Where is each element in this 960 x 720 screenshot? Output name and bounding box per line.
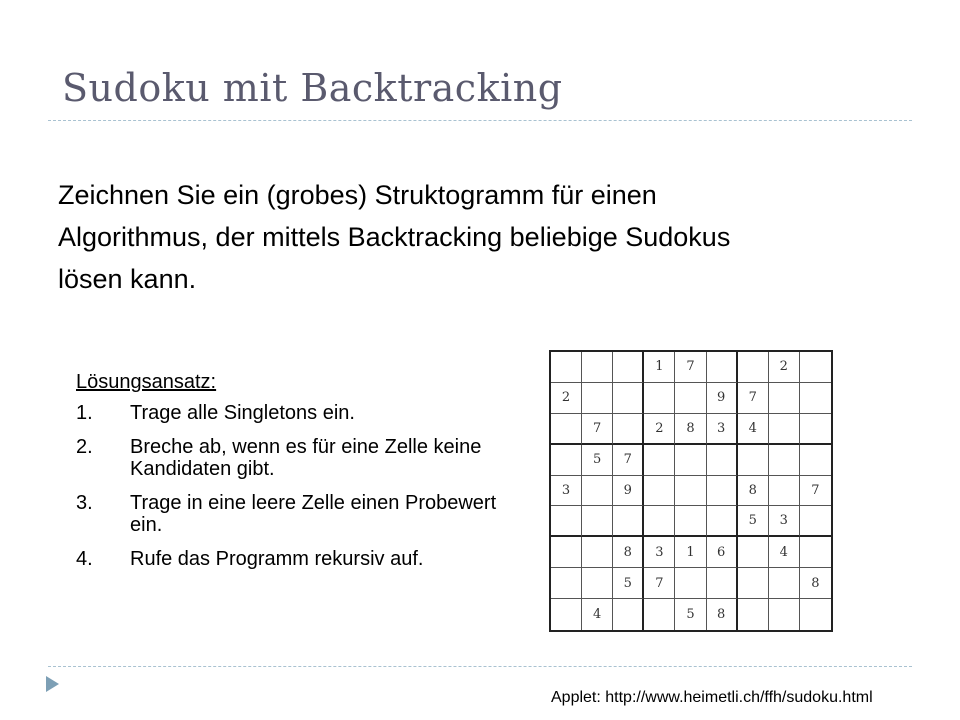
sudoku-cell: 7	[644, 568, 675, 599]
task-line: Zeichnen Sie ein (grobes) Struktogramm für einen	[58, 180, 657, 210]
sudoku-cell: 4	[738, 414, 769, 445]
sudoku-cell	[613, 383, 644, 414]
sudoku-cell: 5	[613, 568, 644, 599]
step-text: Trage alle Singletons ein.	[130, 402, 355, 424]
approach-steps	[76, 402, 506, 570]
step-number: 2.	[76, 436, 93, 458]
approach-step	[76, 436, 506, 480]
sudoku-cell	[707, 352, 738, 383]
step-text: Trage in eine leere Zelle einen Probewert ein.	[130, 492, 497, 536]
sudoku-cell	[738, 537, 769, 568]
sudoku-cell	[800, 445, 831, 476]
sudoku-cell	[644, 476, 675, 507]
sudoku-cell	[800, 506, 831, 537]
sudoku-cell	[800, 414, 831, 445]
sudoku-cell	[582, 383, 613, 414]
sudoku-cell	[769, 445, 800, 476]
sudoku-cell	[675, 445, 706, 476]
applet-link-text: Applet: http://www.heimetli.ch/ffh/sudoku.html	[551, 689, 873, 706]
sudoku-cell	[707, 506, 738, 537]
task-line: Algorithmus, der mittels Backtracking beliebige Sudokus	[58, 222, 731, 252]
sudoku-cell	[675, 506, 706, 537]
sudoku-cell	[551, 414, 582, 445]
sudoku-cell	[800, 383, 831, 414]
sudoku-cell: 4	[769, 537, 800, 568]
step-number: 3.	[76, 492, 93, 514]
sudoku-cell: 5	[675, 599, 706, 630]
sudoku-cell	[582, 476, 613, 507]
sudoku-cell	[675, 476, 706, 507]
step-number: 1.	[76, 402, 93, 424]
sudoku-cell	[551, 352, 582, 383]
approach-section	[76, 366, 506, 582]
sudoku-cell: 7	[675, 352, 706, 383]
sudoku-cell: 8	[738, 476, 769, 507]
top-divider	[48, 120, 912, 121]
triangle-bullet-icon	[46, 676, 59, 692]
approach-step	[76, 402, 506, 424]
sudoku-cell	[769, 414, 800, 445]
step-text: Rufe das Programm rekursiv auf.	[130, 548, 424, 570]
sudoku-cell: 9	[707, 383, 738, 414]
sudoku-cell: 7	[613, 445, 644, 476]
sudoku-cell	[707, 445, 738, 476]
sudoku-cell	[675, 568, 706, 599]
sudoku-cell: 1	[644, 352, 675, 383]
sudoku-cell	[582, 352, 613, 383]
sudoku-cell	[738, 599, 769, 630]
sudoku-cell	[738, 445, 769, 476]
sudoku-cell: 2	[644, 414, 675, 445]
sudoku-cell: 8	[707, 599, 738, 630]
sudoku-cell	[769, 568, 800, 599]
sudoku-cell: 3	[644, 537, 675, 568]
sudoku-cell	[582, 537, 613, 568]
approach-step	[76, 548, 506, 570]
sudoku-cell	[613, 599, 644, 630]
task-line: lösen kann.	[58, 264, 197, 294]
sudoku-cell	[582, 568, 613, 599]
sudoku-cell	[800, 599, 831, 630]
sudoku-cell: 4	[582, 599, 613, 630]
sudoku-cell	[551, 599, 582, 630]
sudoku-cell	[738, 568, 769, 599]
sudoku-cell	[551, 445, 582, 476]
sudoku-cell	[644, 383, 675, 414]
sudoku-cell: 7	[738, 383, 769, 414]
sudoku-cell	[800, 352, 831, 383]
step-text: Breche ab, wenn es für eine Zelle keine Kandidaten gibt.	[130, 436, 482, 480]
sudoku-cell	[675, 383, 706, 414]
approach-step	[76, 492, 506, 536]
sudoku-cell: 3	[769, 506, 800, 537]
sudoku-cell	[769, 599, 800, 630]
sudoku-cell: 3	[707, 414, 738, 445]
sudoku-cell	[613, 414, 644, 445]
sudoku-cell: 1	[675, 537, 706, 568]
sudoku-cell: 7	[800, 476, 831, 507]
sudoku-cell: 7	[582, 414, 613, 445]
sudoku-cell: 8	[613, 537, 644, 568]
sudoku-cell: 3	[551, 476, 582, 507]
sudoku-cell: 5	[582, 445, 613, 476]
sudoku-cell: 2	[551, 383, 582, 414]
sudoku-cell	[644, 445, 675, 476]
sudoku-cell	[707, 568, 738, 599]
sudoku-cell	[644, 506, 675, 537]
sudoku-cell: 9	[613, 476, 644, 507]
sudoku-cell	[551, 568, 582, 599]
approach-heading: Lösungsansatz:	[76, 371, 217, 393]
bottom-divider	[48, 666, 912, 667]
sudoku-cell	[707, 476, 738, 507]
task-text	[58, 174, 858, 300]
sudoku-cell: 5	[738, 506, 769, 537]
sudoku-cell	[613, 352, 644, 383]
sudoku-cell: 2	[769, 352, 800, 383]
sudoku-cell	[582, 506, 613, 537]
sudoku-cell	[551, 506, 582, 537]
sudoku-cell	[769, 383, 800, 414]
sudoku-cell	[644, 599, 675, 630]
sudoku-cell: 8	[675, 414, 706, 445]
sudoku-cell: 8	[800, 568, 831, 599]
slide-title: Sudoku mit Backtracking	[62, 66, 563, 110]
sudoku-cell	[738, 352, 769, 383]
sudoku-cell	[769, 476, 800, 507]
sudoku-cell	[551, 537, 582, 568]
sudoku-cell: 6	[707, 537, 738, 568]
step-number: 4.	[76, 548, 93, 570]
sudoku-cell	[800, 537, 831, 568]
sudoku-cell	[613, 506, 644, 537]
sudoku-grid	[549, 350, 833, 632]
